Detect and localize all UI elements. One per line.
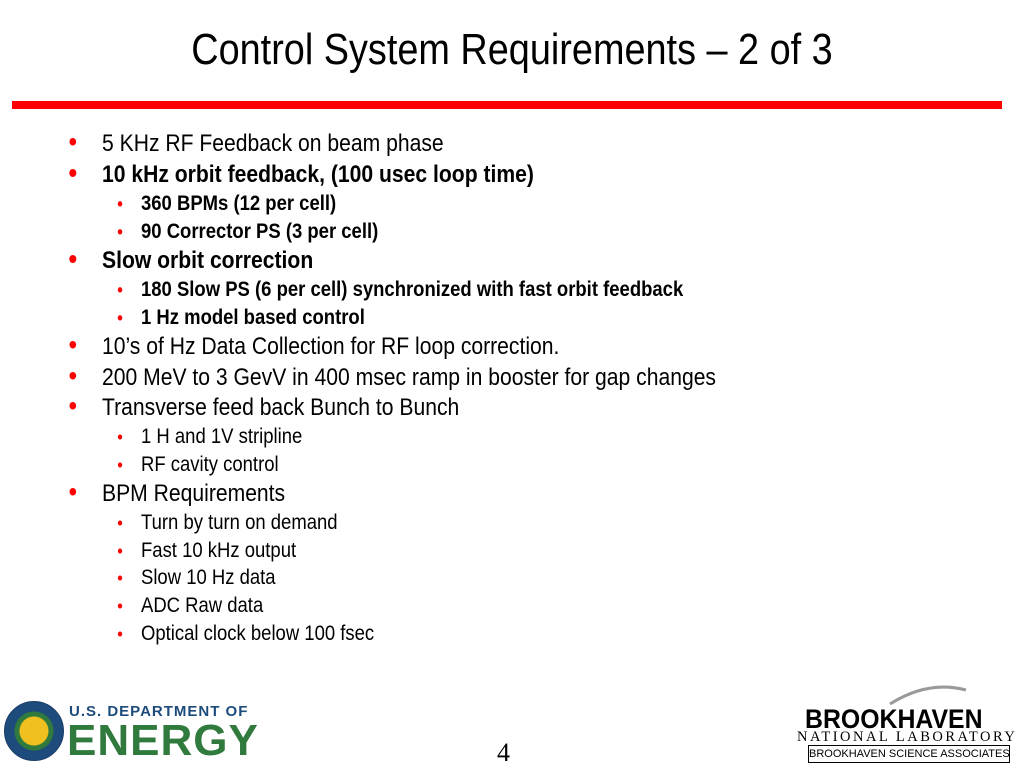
sub-bullet-item [117,621,375,647]
sub-bullet-item [117,277,684,303]
bullet-item [68,390,460,422]
bnl-associates-label: BROOKHAVEN SCIENCE ASSOCIATES [808,745,1010,763]
bullet-text: 1 Hz model based control [141,306,365,329]
bullet-text: Slow 10 Hz data [141,566,276,589]
sub-bullet-item [117,565,276,591]
bullet-text: 200 MeV to 3 GevV in 400 msec ramp in booster for gap changes [102,364,717,391]
bullet-text: ADC Raw data [141,594,264,617]
bullet-text: Fast 10 kHz output [141,539,297,562]
sub-bullet-item [117,191,337,217]
bullet-icon: • [68,126,78,157]
bullet-item [68,329,560,361]
bullet-text: 90 Corrector PS (3 per cell) [141,220,379,243]
bullet-icon: • [68,476,78,507]
bullet-icon: • [68,390,78,421]
bullet-item [68,157,534,189]
bullet-item [68,126,444,158]
doe-seal-icon [4,701,64,761]
bullet-text: 180 Slow PS (6 per cell) synchronized with fast orbit feedback [141,278,684,301]
sub-bullet-item [117,305,365,331]
sub-bullet-item [117,593,264,619]
bnl-orbit-icon [888,684,968,706]
bullet-icon: • [117,455,123,475]
bullet-icon: • [117,568,123,588]
bullet-text: 360 BPMs (12 per cell) [141,192,337,215]
bullet-text: 5 KHz RF Feedback on beam phase [102,130,444,157]
bullet-item [68,243,314,275]
bnl-logo-subtitle: NATIONAL LABORATORY [797,729,1018,745]
bullet-icon: • [117,280,123,300]
sub-bullet-item [117,452,279,478]
bullet-text: Turn by turn on demand [141,511,338,534]
slide-title: Control System Requirements – 2 of 3 [191,25,833,74]
bullet-icon: • [68,329,78,360]
bullet-item [68,476,286,508]
bullet-item [68,360,717,392]
bullet-text: 10’s of Hz Data Collection for RF loop correction. [102,333,560,360]
bullet-icon: • [68,360,78,391]
bullet-text: 1 H and 1V stripline [141,425,303,448]
bullet-icon: • [117,513,123,533]
bullet-text: RF cavity control [141,453,279,476]
bullet-icon: • [117,308,123,328]
bullet-text: 10 kHz orbit feedback, (100 usec loop time) [102,161,534,188]
doe-logo-top-text: U.S. DEPARTMENT OF [69,703,249,720]
bullet-text: BPM Requirements [102,480,286,507]
bullet-icon: • [68,157,78,188]
bullet-icon: • [117,596,123,616]
bnl-logo-name: BROOKHAVEN [805,704,983,734]
page-number: 4 [497,738,510,767]
bullet-icon: • [117,427,123,447]
bullet-text: Transverse feed back Bunch to Bunch [102,394,460,421]
bullet-icon: • [117,222,123,242]
sub-bullet-item [117,424,303,450]
bullet-text: Optical clock below 100 fsec [141,622,375,645]
sub-bullet-item [117,538,297,564]
doe-logo-main-text: ENERGY [67,716,259,765]
bullet-text: Slow orbit correction [102,247,314,274]
bullet-icon: • [117,541,123,561]
sub-bullet-item [117,510,338,536]
bullet-icon: • [68,243,78,274]
bullet-icon: • [117,624,123,644]
sub-bullet-item [117,219,379,245]
bullet-icon: • [117,194,123,214]
